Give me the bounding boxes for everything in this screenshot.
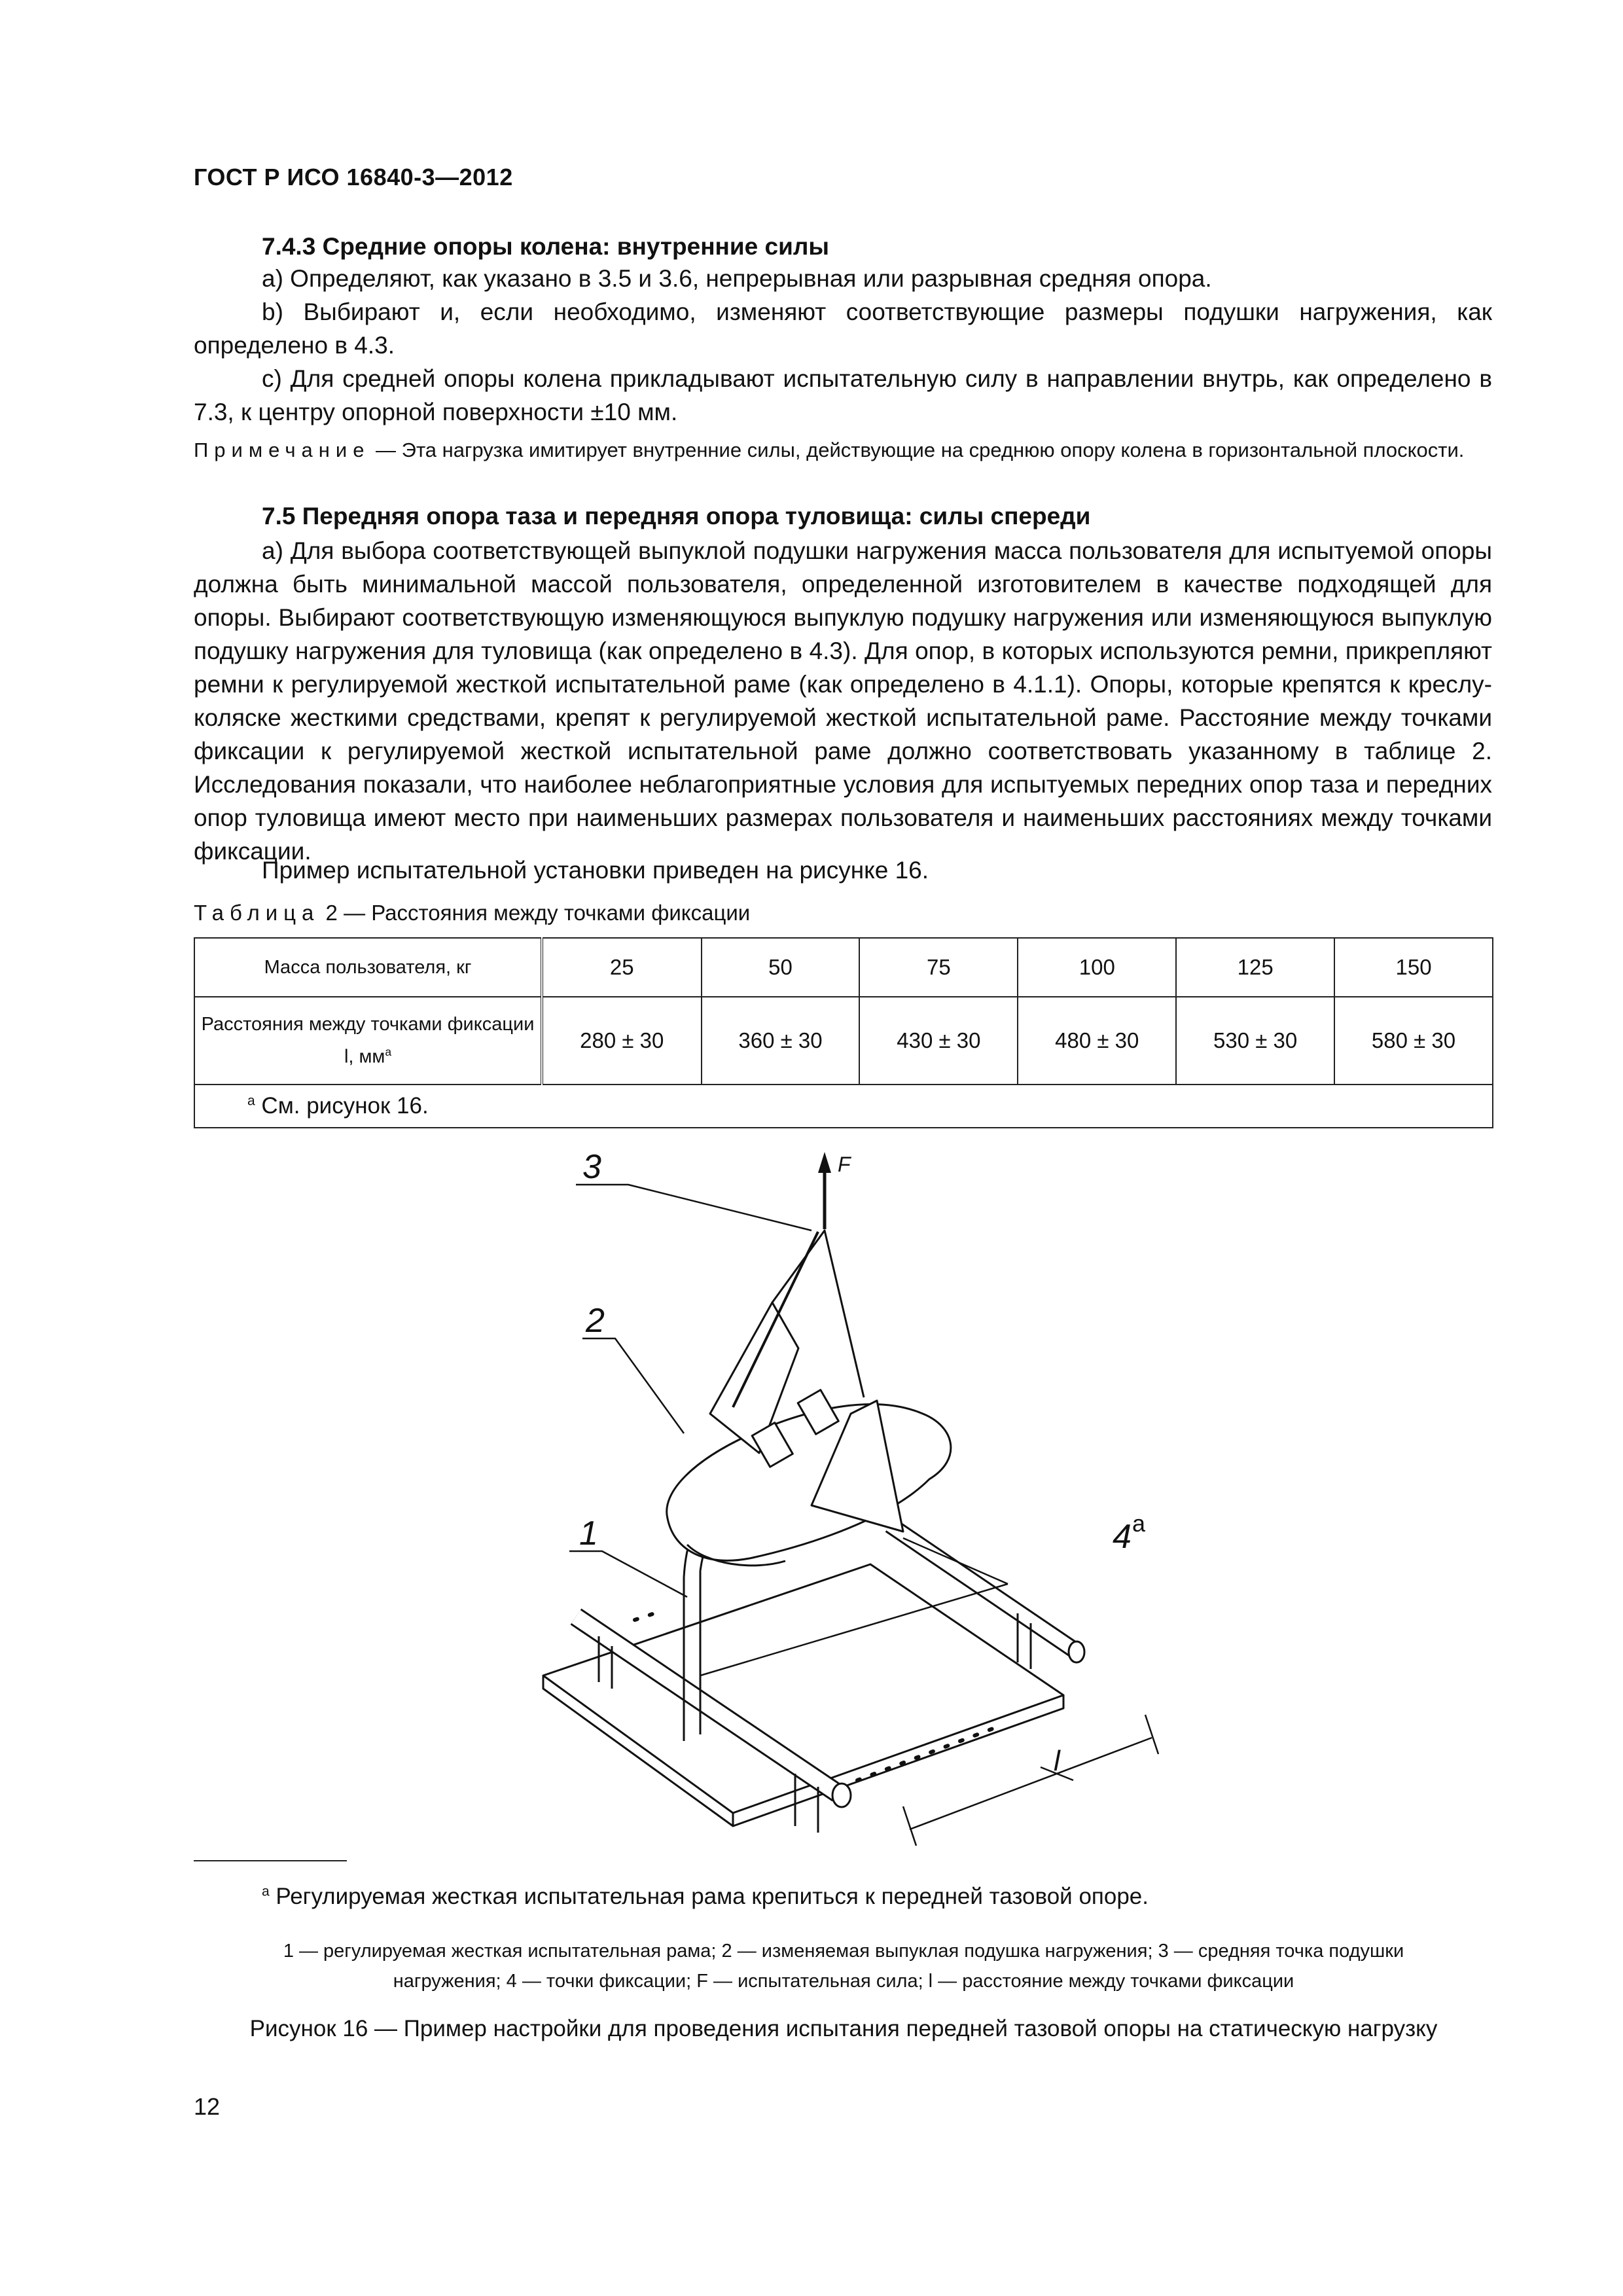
s743-item-c: с) Для средней опоры колена прикладывают испытательную силу в направлении внутрь, как определено в 7.3, к центру опорной поверхности ±10 мм. bbox=[194, 365, 1492, 425]
test-setup-figure bbox=[537, 1152, 1165, 1859]
mass-cell: 125 bbox=[1176, 938, 1334, 997]
distance-cell: 280 ± 30 bbox=[542, 997, 702, 1085]
s743-note bbox=[194, 435, 1492, 465]
distance-cell: 360 ± 30 bbox=[702, 997, 860, 1085]
page-number: 12 bbox=[194, 2093, 221, 2120]
table-caption bbox=[194, 901, 750, 925]
footnote-separator bbox=[194, 1860, 347, 1861]
s75-example: Пример испытательной установки приведен на рисунке 16. bbox=[262, 857, 929, 884]
table-caption-text: 2 — Расстояния между точками фиксации bbox=[319, 901, 751, 925]
table-row-distance bbox=[194, 997, 1493, 1085]
note-text: — Эта нагрузка имитирует внутренние силы, действующие на среднюю опору колена в горизонтальной плоскости. bbox=[370, 439, 1465, 461]
mass-cell: 25 bbox=[542, 938, 702, 997]
dimension-l bbox=[910, 1738, 1152, 1829]
figure-label-4: 4 bbox=[1113, 1518, 1132, 1556]
figure-footnote: $^a$ Регулируемая жесткая испытательная рама крепиться к передней тазовой опоре. bbox=[262, 1884, 1149, 1909]
distance-table bbox=[194, 937, 1493, 1128]
document-header: ГОСТ Р ИСО 16840-3—2012 bbox=[194, 164, 513, 190]
distance-cell: 430 ± 30 bbox=[859, 997, 1018, 1085]
figure-label-2: 2 bbox=[586, 1302, 605, 1340]
distance-cell: 480 ± 30 bbox=[1018, 997, 1176, 1085]
force-arrow bbox=[818, 1152, 831, 1229]
s75-item-a: а) Для выбора соответствующей выпуклой подушки нагружения масса пользователя для испытуемой опоры должна быть минимальной массой пользователя, определенной изготовителем в качестве подходящей для опоры. Выбирают соответствующую изменяющуюся выпуклую подушку нагружения или изменяющуюся выпуклую подушку нагружения для туловища (как определено в 4.3). Для опор, в которых используются ремни, прикрепляют ремни к регулируемой жесткой испытательной раме (как определено в 4.1.1). Опоры, которые крепятся к креслу-коляске жесткими средствами, крепят к регулируемой жесткой испытательной раме. Расстояние между точками фиксации к регулируемой жесткой испытательной раме должно соответствовать указанному в таблице 2. Исследования показали, что наиболее неблагоприятные условия для испытуемых передних опор таза и передних опор туловища имеют место при наименьших размерах пользователя и наименьших расстояниях между точками фиксации. bbox=[194, 537, 1492, 865]
table-row-mass bbox=[194, 938, 1493, 997]
mass-cell: 100 bbox=[1018, 938, 1176, 997]
mass-cell: 75 bbox=[859, 938, 1018, 997]
row-label-mass: Масса пользователя, кг bbox=[194, 938, 542, 997]
mass-cell: 150 bbox=[1334, 938, 1493, 997]
row-label-distance: Расстояния между точками фиксации l, $мм^a$ bbox=[194, 997, 542, 1085]
figure-label-1: 1 bbox=[579, 1515, 598, 1552]
table-footnote: $^a$ См. рисунок 16. bbox=[194, 1085, 1493, 1128]
section-75-title: 7.5 Передняя опора таза и передняя опора туловища: силы спереди bbox=[262, 503, 1091, 529]
legend-line-2: нагружения; 4 — точки фиксации; F — испытательная сила; l — расстояние между точками фиксации bbox=[393, 1971, 1294, 1992]
figure-label-3: 3 bbox=[582, 1152, 601, 1186]
mass-cell: 50 bbox=[702, 938, 860, 997]
table-caption-label: Таблица bbox=[194, 901, 320, 925]
distance-cell: 530 ± 30 bbox=[1176, 997, 1334, 1085]
legend-line-1: 1 — регулируемая жесткая испытательная рама; 2 — изменяемая выпуклая подушка нагружения; 3 — средняя точка подушки bbox=[283, 1941, 1404, 1962]
s743-item-b: b) Выбирают и, если необходимо, изменяют соответствующие размеры подушки нагружения, как определено в 4.3. bbox=[194, 298, 1492, 359]
distance-cell: 580 ± 30 bbox=[1334, 997, 1493, 1085]
table-footnote-row bbox=[194, 1085, 1493, 1128]
fixation-points-rear bbox=[635, 1613, 654, 1620]
note-label: Примечание bbox=[194, 439, 370, 461]
section-743-title: 7.4.3 Средние опоры колена: внутренние силы bbox=[262, 233, 829, 260]
figure-label-l: l bbox=[1054, 1745, 1060, 1777]
figure-legend bbox=[194, 1936, 1493, 1996]
figure-caption: Рисунок 16 — Пример настройки для проведения испытания передней тазовой опоры на статическую нагрузку bbox=[249, 2016, 1438, 2041]
figure-label-4-sup: a bbox=[1132, 1510, 1146, 1537]
figure-label-F: F bbox=[838, 1153, 851, 1176]
s743-item-a: а) Определяют, как указано в 3.5 и 3.6, непрерывная или разрывная средняя опора. bbox=[262, 265, 1212, 292]
